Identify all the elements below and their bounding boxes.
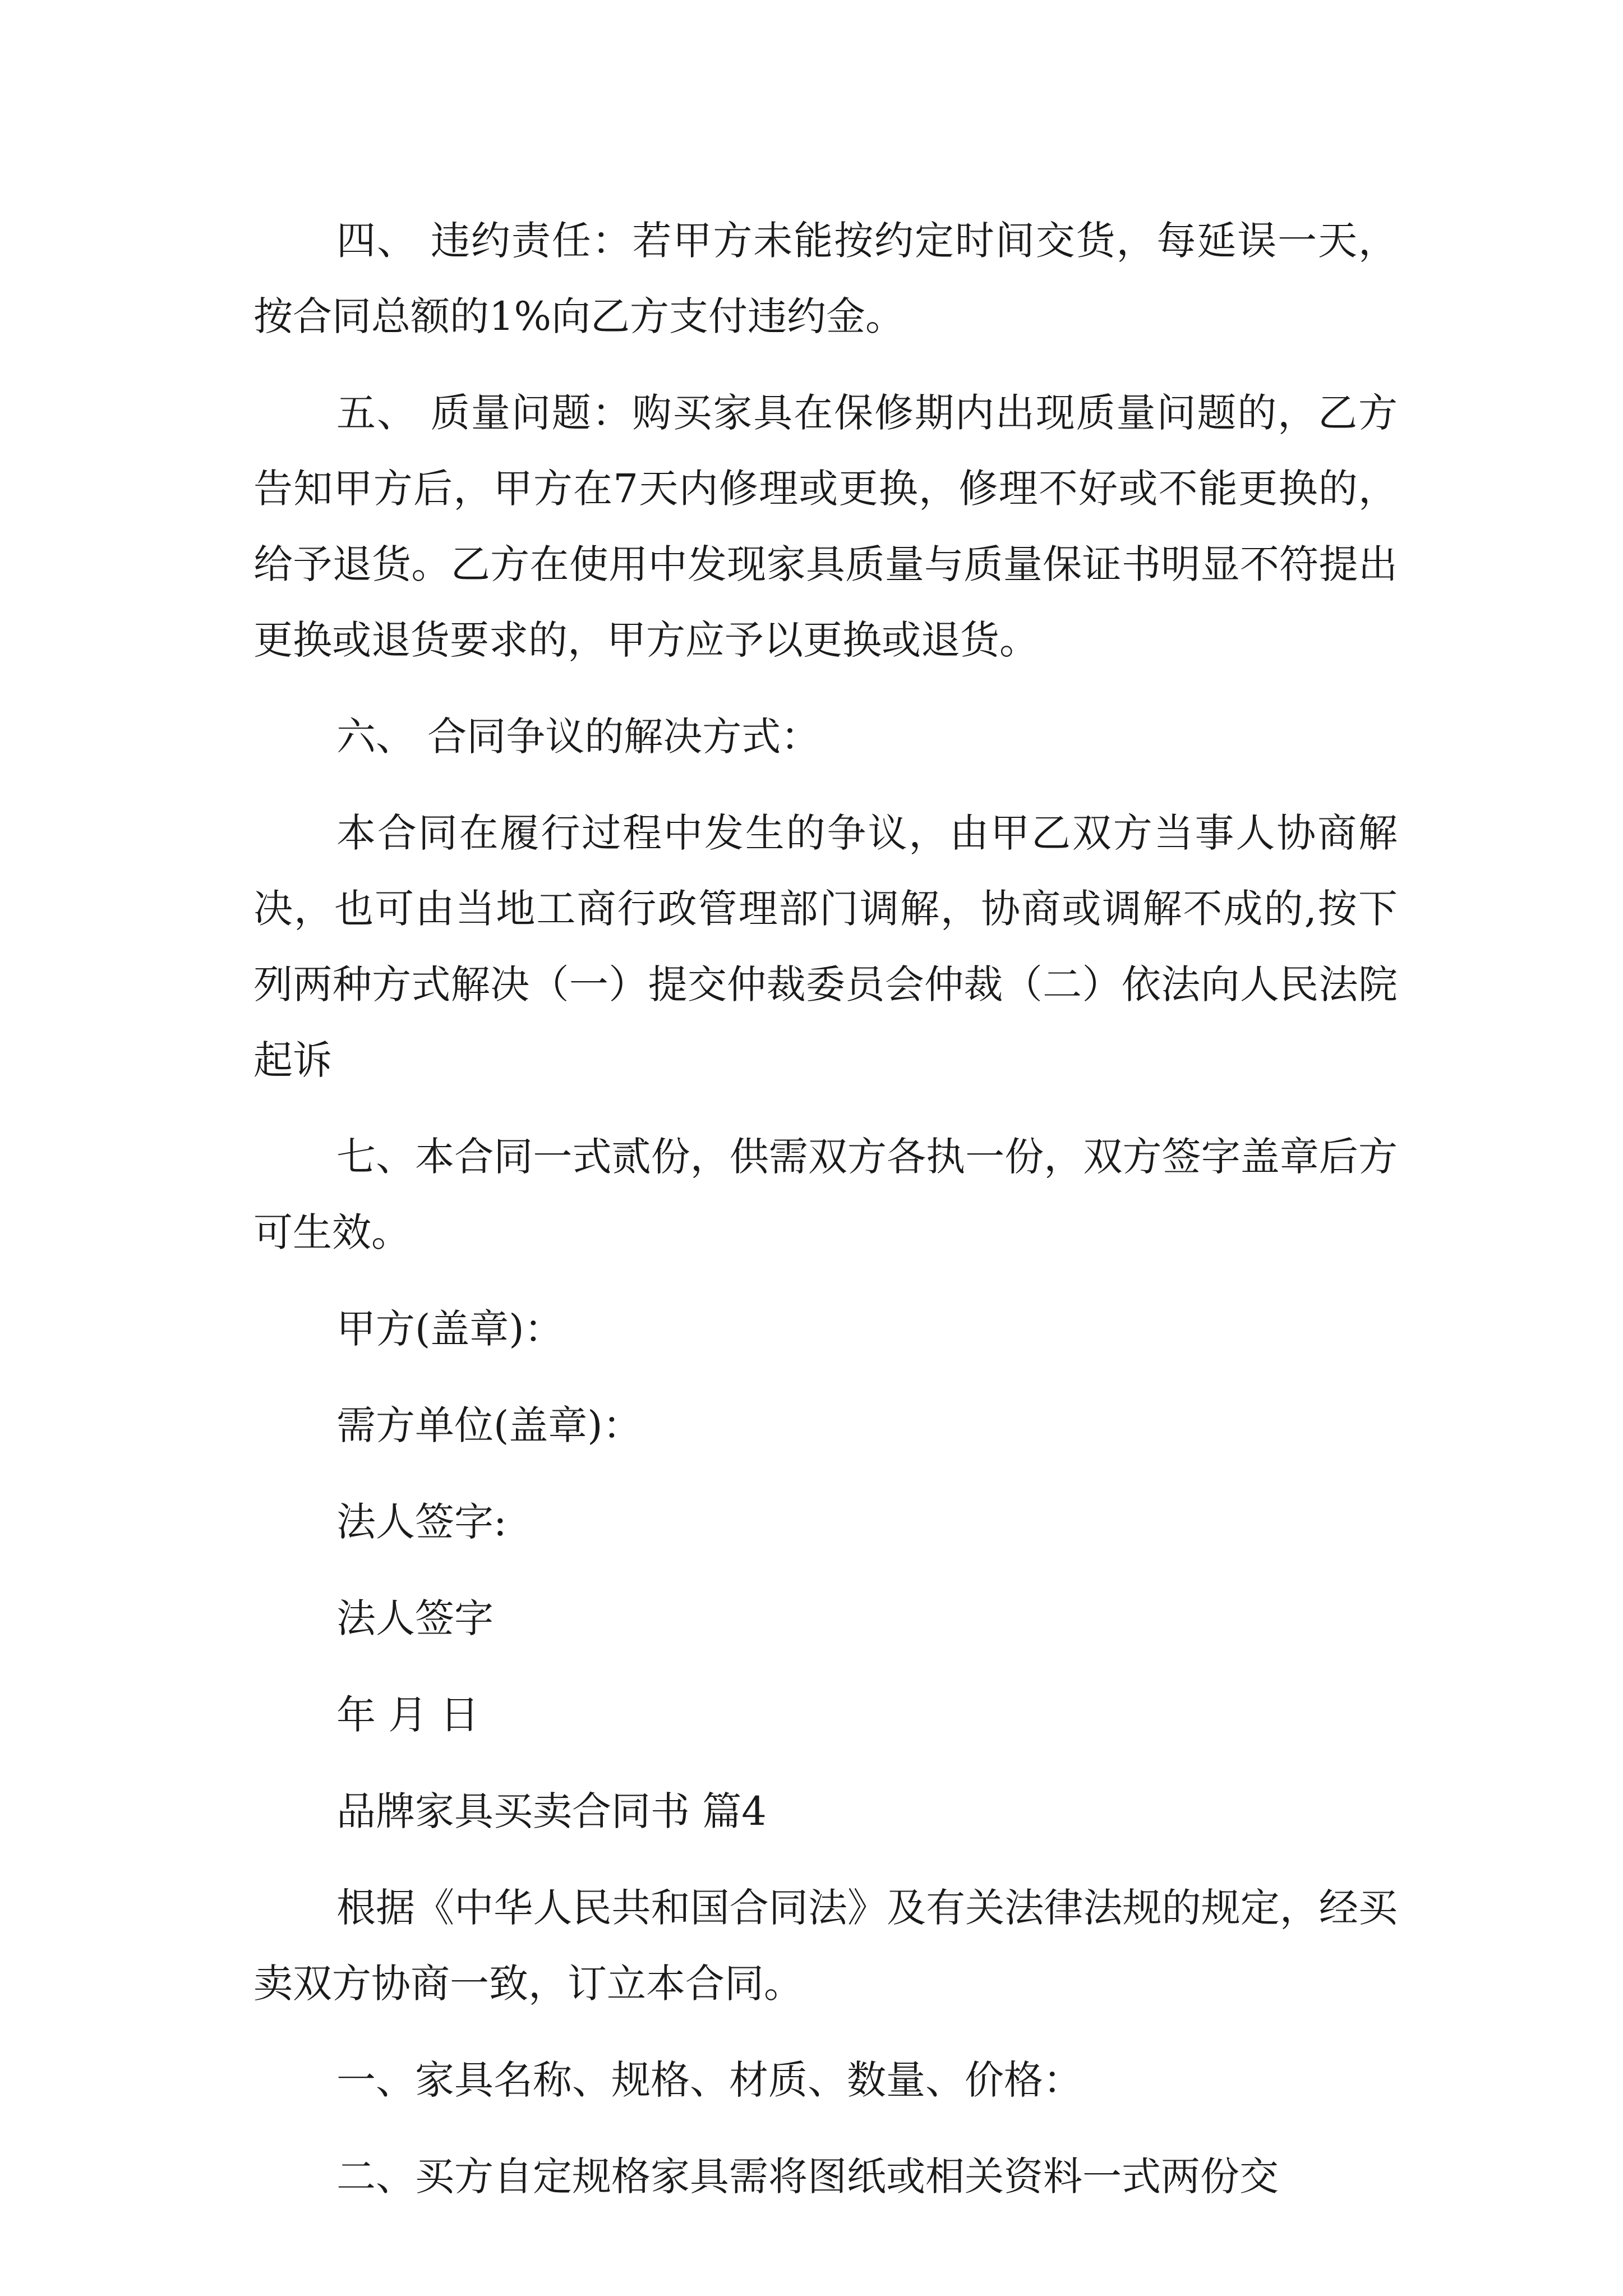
document-body <box>253 203 1398 2215</box>
clause-4-breach-liability: 四、 违约责任：若甲方未能按约定时间交货，每延误一天，按合同总额的1%向乙方支付违约金。 <box>253 218 1398 339</box>
clause-5-quality-issues: 五、 质量问题：购买家具在保修期内出现质量问题的，乙方告知甲方后，甲方在7天内修理或更换，修理不好或不能更换的，给予退货。乙方在使用中发现家具质量与质量保证书明显不符提出更换或退货要求的，甲方应予以更换或退货。 <box>253 390 1398 663</box>
legal-rep-signature-line-1: 法人签字: <box>336 1499 507 1545</box>
date-line: 年 月 日 <box>336 1692 479 1738</box>
legal-rep-signature-line-2: 法人签字 <box>336 1595 494 1641</box>
clause-2-custom-specs: 二、买方自定规格家具需将图纸或相关资料一式两份交 <box>336 2154 1279 2200</box>
clause-6-dispute-heading: 六、 合同争议的解决方式： <box>336 714 820 760</box>
contract-preamble: 根据《中华人民共和国合同法》及有关法律法规的规定，经买卖双方协商一致，订立本合同。 <box>253 1885 1398 2007</box>
clause-6-dispute-body: 本合同在履行过程中发生的争议，由甲乙双方当事人协商解决，也可由当地工商行政管理部门调解，协商或调解不成的,按下列两种方式解决（一）提交仲裁委员会仲裁（二）依法向人民法院起诉 <box>253 810 1398 1083</box>
party-a-seal-line: 甲方(盖章)： <box>336 1306 564 1352</box>
clause-1-furniture-specs: 一、家具名称、规格、材质、数量、价格： <box>336 2057 1082 2103</box>
buyer-unit-seal-line: 需方单位(盖章)： <box>336 1402 642 1448</box>
contract-title-part-4: 品牌家具买卖合同书 篇4 <box>336 1788 767 1834</box>
clause-7-copies: 七、本合同一式贰份，供需双方各执一份，双方签字盖章后方可生效。 <box>253 1134 1398 1255</box>
